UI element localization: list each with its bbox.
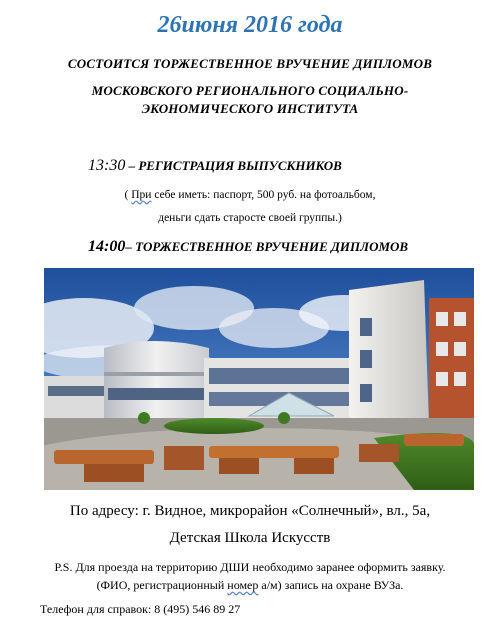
header-line-2: МОСКОВСКОГО РЕГИОНАЛЬНОГО СОЦИАЛЬНО- xyxy=(91,83,409,98)
header-line-3: ЭКОНОМИЧЕСКОГО ИНСТИТУТА xyxy=(141,101,359,116)
ps-line-2 xyxy=(0,578,500,593)
address-line-1: По адресу: г. Видное, микрорайон «Солнечный», вл., 5а, xyxy=(69,503,431,519)
note-underlined-word: При xyxy=(131,189,152,201)
note-line-1 xyxy=(0,189,500,201)
ps-line-2-start: (ФИО, регистрационный xyxy=(96,578,228,592)
header-line-1: СОСТОИТСЯ ТОРЖЕСТВЕННОЕ ВРУЧЕНИЕ ДИПЛОМОВ xyxy=(67,56,433,71)
phone-line: Телефон для справок: 8 (495) 546 89 27 xyxy=(40,602,241,616)
ps-line-1: P.S. Для проезда на территорию ДШИ необходимо заранее оформить заявку. xyxy=(54,560,446,574)
registration-time: 13:30 xyxy=(88,157,126,174)
ps-line-2-end: а/м) запись на охране ВУЗа. xyxy=(258,578,404,592)
registration-text: – РЕГИСТРАЦИЯ ВЫПУСКНИКОВ xyxy=(125,158,342,173)
ceremony-time: 14:00 xyxy=(88,238,126,255)
note-line-2: деньги сдать старосте своей группы.) xyxy=(158,212,342,224)
address-line-2: Детская Школа Искусств xyxy=(169,530,331,546)
announcement-title: 26июня 2016 года xyxy=(157,12,343,38)
building-photo xyxy=(44,268,474,490)
note-open: ( xyxy=(124,189,132,201)
schedule-registration xyxy=(88,157,342,175)
note-rest: себе иметь: паспорт, 500 руб. на фотоальбом, xyxy=(151,189,376,201)
ceremony-text: – ТОРЖЕСТВЕННОЕ ВРУЧЕНИЕ ДИПЛОМОВ xyxy=(125,239,409,254)
schedule-ceremony xyxy=(88,238,408,256)
ps-underlined-word: номер xyxy=(227,578,259,592)
